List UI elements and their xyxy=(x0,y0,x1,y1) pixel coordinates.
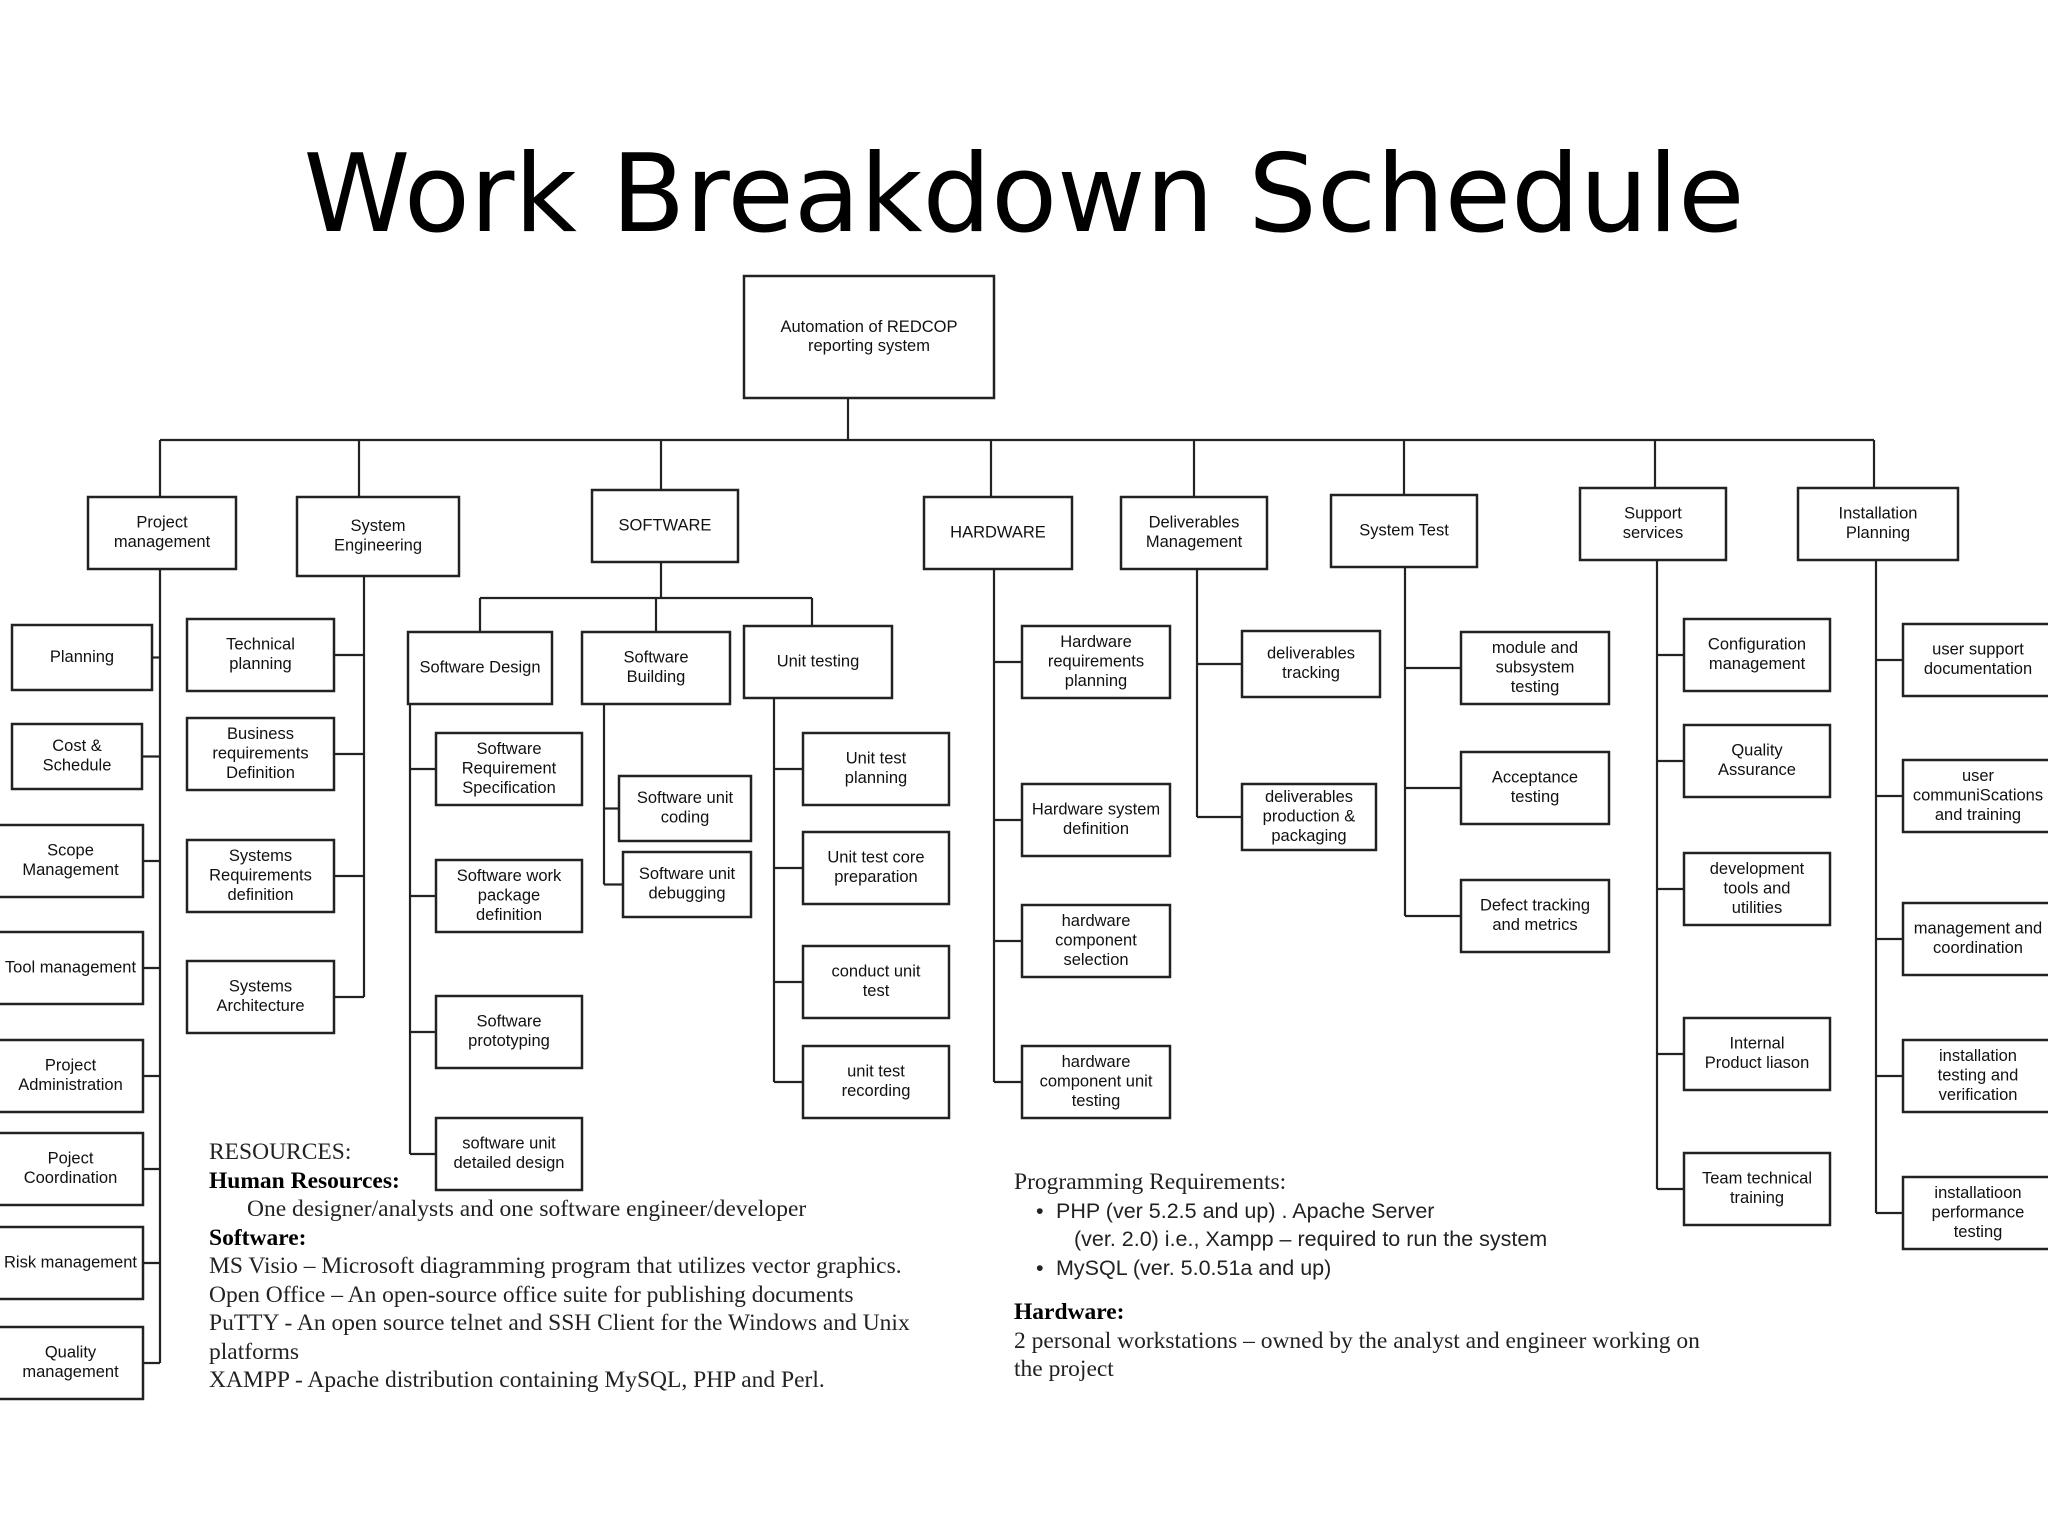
svg-text:Definition: Definition xyxy=(226,763,295,782)
svg-text:preparation: preparation xyxy=(834,868,918,887)
svg-text:Specification: Specification xyxy=(462,778,556,797)
wbs-task-unit-test-core-preparation xyxy=(803,832,949,904)
svg-text:hardware: hardware xyxy=(1061,911,1131,930)
svg-text:test: test xyxy=(862,982,890,1001)
wbs-task-software-work-package-definition xyxy=(436,860,582,932)
software-item: MS Visio – Microsoft diagramming program that utilizes vector graphics. xyxy=(209,1253,902,1279)
svg-text:Planning: Planning xyxy=(1845,524,1911,543)
svg-text:planning: planning xyxy=(844,769,908,788)
wbs-task-management-and-coordination xyxy=(1903,903,2048,975)
svg-text:testing: testing xyxy=(1510,677,1560,696)
svg-text:Systems: Systems xyxy=(228,977,293,996)
svg-text:requirements: requirements xyxy=(1047,652,1145,671)
wbs-task-internal-product-liason xyxy=(1684,1018,1830,1090)
svg-text:reporting system: reporting system xyxy=(808,336,930,355)
svg-text:coordination: coordination xyxy=(1933,939,2023,958)
programming-bullet: • PHP (ver 5.2.5 and up) . Apache Server xyxy=(1014,1197,1714,1226)
wbs-task-quality-management xyxy=(0,1327,143,1399)
programming-bullet: • MySQL (ver. 5.0.51a and up) xyxy=(1014,1254,1714,1283)
hardware-text: 2 personal workstations – owned by the analyst and engineer working on the project xyxy=(1014,1327,1700,1382)
software-item: PuTTY - An open source telnet and SSH Client for the Windows and Unix platforms xyxy=(209,1310,910,1365)
svg-text:definition: definition xyxy=(1062,820,1130,839)
svg-text:Configuration: Configuration xyxy=(1707,635,1807,654)
wbs-task-project-administration xyxy=(0,1040,143,1112)
svg-text:Product liason: Product liason xyxy=(1704,1054,1810,1073)
wbs-task-installatioon-performance-testing xyxy=(1903,1177,2048,1249)
svg-text:requirements: requirements xyxy=(212,744,309,763)
wbs-task-user-communiscations-and-training xyxy=(1903,760,2048,832)
svg-text:management: management xyxy=(22,1363,119,1382)
svg-text:component: component xyxy=(1055,931,1137,950)
svg-text:Scope: Scope xyxy=(47,841,94,860)
svg-text:Software: Software xyxy=(476,739,542,758)
wbs-task-risk-management xyxy=(0,1227,143,1299)
wbs-task-configuration-management xyxy=(1684,619,1830,691)
svg-text:Planning: Planning xyxy=(49,647,115,666)
wbs-branch-project-management xyxy=(88,497,236,569)
wbs-task-deliverables-production-and-packaging xyxy=(1242,784,1376,850)
svg-text:Project: Project xyxy=(44,1056,97,1075)
svg-text:testing: testing xyxy=(1953,1222,2003,1241)
software-item: XAMPP - Apache distribution containing MySQL, PHP and Perl. xyxy=(209,1367,825,1393)
wbs-branch-system-engineering xyxy=(297,497,459,576)
svg-text:utilities: utilities xyxy=(1731,898,1783,917)
svg-text:planning: planning xyxy=(229,655,292,674)
svg-text:performance: performance xyxy=(1931,1203,2025,1222)
wbs-task-tool-management xyxy=(0,932,143,1004)
wbs-subbranch-software-design xyxy=(408,632,552,704)
svg-text:testing: testing xyxy=(1071,1091,1121,1110)
svg-text:deliverables: deliverables xyxy=(1266,644,1356,663)
wbs-branch-hardware xyxy=(924,497,1072,569)
svg-text:Installation: Installation xyxy=(1838,504,1918,523)
svg-text:tracking: tracking xyxy=(1282,664,1340,683)
svg-text:planning: planning xyxy=(1064,671,1128,690)
svg-text:Business: Business xyxy=(227,724,294,743)
svg-text:and metrics: and metrics xyxy=(1492,916,1578,935)
svg-text:Team technical: Team technical xyxy=(1701,1169,1813,1188)
wbs-task-software-unit-debugging xyxy=(623,852,751,917)
svg-text:Unit test: Unit test xyxy=(845,749,907,768)
wbs-task-installation-testing-and-verification xyxy=(1903,1040,2048,1112)
svg-text:Software: Software xyxy=(476,1012,542,1031)
svg-text:HARDWARE: HARDWARE xyxy=(950,523,1046,542)
wbs-task-deliverables-tracking xyxy=(1242,631,1380,697)
wbs-task-cost-and-schedule xyxy=(12,724,142,789)
wbs-task-hardware-component-selection xyxy=(1022,905,1170,977)
wbs-task-unit-test-recording xyxy=(803,1046,949,1118)
svg-text:Support: Support xyxy=(1624,504,1682,523)
svg-text:training: training xyxy=(1729,1189,1785,1208)
wbs-subbranch-software-building xyxy=(582,632,730,704)
wbs-task-hardware-system-definition xyxy=(1022,784,1170,856)
svg-text:Coordination: Coordination xyxy=(23,1169,118,1188)
wbs-task-module-and-subsystem-testing xyxy=(1461,632,1609,704)
svg-text:Quality: Quality xyxy=(44,1343,97,1362)
svg-text:documentation: documentation xyxy=(1923,660,2033,679)
svg-text:management: management xyxy=(1708,655,1806,674)
svg-text:development: development xyxy=(1709,859,1805,878)
svg-text:System: System xyxy=(350,517,406,536)
svg-text:Building: Building xyxy=(626,668,686,687)
svg-text:Software work: Software work xyxy=(456,866,562,885)
wbs-task-hardware-component-unit-testing xyxy=(1022,1046,1170,1118)
wbs-task-conduct-unit-test xyxy=(803,946,949,1018)
wbs-task-planning xyxy=(12,625,152,690)
svg-text:unit test: unit test xyxy=(847,1062,905,1081)
programming-heading: Programming Requirements: xyxy=(1014,1169,1287,1195)
svg-text:Management: Management xyxy=(1145,533,1243,552)
svg-text:Software unit: Software unit xyxy=(636,789,734,808)
svg-text:tools and: tools and xyxy=(1723,879,1791,898)
svg-text:Deliverables: Deliverables xyxy=(1148,513,1240,532)
svg-text:Poject: Poject xyxy=(47,1149,94,1168)
svg-text:Unit testing: Unit testing xyxy=(776,652,860,671)
svg-text:Tool management: Tool management xyxy=(4,958,137,977)
wbs-root-node xyxy=(744,276,994,398)
wbs-branch-software xyxy=(592,490,738,562)
svg-text:communiScations: communiScations xyxy=(1912,786,2044,805)
svg-text:detailed design: detailed design xyxy=(453,1154,565,1173)
resources-heading: RESOURCES: xyxy=(209,1139,352,1165)
svg-text:Project: Project xyxy=(136,513,188,532)
svg-text:management: management xyxy=(113,533,211,552)
svg-text:definition: definition xyxy=(227,885,294,904)
wbs-task-poject-coordination xyxy=(0,1133,143,1205)
human-resources-text: One designer/analysts and one software engineer/developer xyxy=(247,1196,807,1222)
svg-text:management and: management and xyxy=(1913,919,2043,938)
svg-text:coding: coding xyxy=(660,808,710,827)
svg-text:Technical: Technical xyxy=(226,635,295,654)
slide-title: Work Breakdown Schedule xyxy=(303,132,1745,257)
svg-text:recording: recording xyxy=(841,1082,911,1101)
svg-text:Requirement: Requirement xyxy=(461,759,557,778)
wbs-task-scope-management xyxy=(0,825,143,897)
wbs-task-unit-test-planning xyxy=(803,733,949,805)
svg-text:Management: Management xyxy=(22,861,119,880)
wbs-branch-support-services xyxy=(1580,488,1726,560)
svg-text:Engineering: Engineering xyxy=(333,536,423,555)
svg-text:definition: definition xyxy=(475,905,543,924)
wbs-task-business-requirements-definition xyxy=(187,718,334,790)
wbs-task-software-requirement-specification xyxy=(436,733,582,805)
svg-text:selection: selection xyxy=(1063,950,1129,969)
wbs-task-software-prototyping xyxy=(436,996,582,1068)
svg-text:Systems: Systems xyxy=(228,846,293,865)
svg-text:component unit: component unit xyxy=(1039,1072,1153,1091)
programming-bullet-continuation: (ver. 2.0) i.e., Xampp – required to run the system xyxy=(1074,1227,1548,1251)
svg-text:Assurance: Assurance xyxy=(1718,761,1796,780)
svg-text:user: user xyxy=(1961,766,1995,785)
svg-text:services: services xyxy=(1622,524,1684,543)
svg-text:subsystem: subsystem xyxy=(1495,658,1575,677)
svg-text:packaging: packaging xyxy=(1271,826,1347,845)
svg-text:Software: Software xyxy=(623,648,689,667)
svg-text:verification: verification xyxy=(1938,1085,2018,1104)
svg-text:SOFTWARE: SOFTWARE xyxy=(618,516,712,535)
wbs-task-systems-architecture xyxy=(187,961,334,1033)
wbs-task-systems-requirements-definition xyxy=(187,840,334,912)
svg-text:Schedule: Schedule xyxy=(42,756,112,775)
svg-text:Administration: Administration xyxy=(18,1076,123,1095)
svg-text:conduct unit: conduct unit xyxy=(831,962,921,981)
svg-text:Defect tracking: Defect tracking xyxy=(1479,896,1591,915)
wbs-task-development-tools-and-utilities xyxy=(1684,853,1830,925)
svg-text:Risk management: Risk management xyxy=(4,1253,137,1272)
svg-text:user support: user support xyxy=(1932,640,2024,659)
svg-text:software unit: software unit xyxy=(462,1134,556,1153)
svg-text:Hardware system: Hardware system xyxy=(1031,800,1161,819)
wbs-branch-system-test xyxy=(1331,495,1477,567)
svg-text:testing: testing xyxy=(1510,788,1560,807)
wbs-task-hardware-requirements-planning xyxy=(1022,626,1170,698)
human-resources-label: Human Resources: xyxy=(209,1167,400,1194)
software-label: Software: xyxy=(209,1224,307,1251)
svg-text:Hardware: Hardware xyxy=(1060,632,1132,651)
hardware-label: Hardware: xyxy=(1014,1299,1125,1325)
wbs-task-software-unit-coding xyxy=(619,776,751,841)
svg-text:System Test: System Test xyxy=(1359,521,1449,540)
svg-text:production &: production & xyxy=(1262,807,1356,826)
svg-text:and training: and training xyxy=(1934,805,2022,824)
wbs-task-acceptance-testing xyxy=(1461,752,1609,824)
wbs-task-technical-planning xyxy=(187,619,334,691)
svg-text:Internal: Internal xyxy=(1729,1034,1785,1053)
svg-text:module and: module and xyxy=(1491,638,1579,657)
wbs-task-user-support-documentation xyxy=(1903,624,2048,696)
svg-text:testing and: testing and xyxy=(1937,1066,2019,1085)
svg-text:Requirements: Requirements xyxy=(209,866,312,885)
svg-text:deliverables: deliverables xyxy=(1264,787,1354,806)
svg-text:installation: installation xyxy=(1939,1046,2017,1065)
software-item: Open Office – An open-source office suite for publishing documents xyxy=(209,1281,854,1308)
svg-text:Automation of REDCOP: Automation of REDCOP xyxy=(780,317,958,336)
svg-text:Quality: Quality xyxy=(1731,741,1783,760)
svg-text:Cost &: Cost & xyxy=(52,737,102,756)
svg-text:prototyping: prototyping xyxy=(468,1032,550,1051)
wbs-task-defect-tracking-and-metrics xyxy=(1461,880,1609,952)
svg-text:Architecture: Architecture xyxy=(216,997,305,1016)
svg-text:installatioon: installatioon xyxy=(1934,1183,2022,1202)
svg-text:Acceptance: Acceptance xyxy=(1491,768,1579,787)
svg-text:Software unit: Software unit xyxy=(638,865,736,884)
svg-text:Software Design: Software Design xyxy=(419,658,541,677)
svg-text:package: package xyxy=(477,886,541,905)
resources-section xyxy=(209,1138,929,1395)
svg-text:hardware: hardware xyxy=(1061,1052,1131,1071)
svg-text:debugging: debugging xyxy=(648,884,726,903)
programming-section xyxy=(1014,1168,1714,1384)
svg-text:Unit test core: Unit test core xyxy=(827,848,925,867)
wbs-branch-deliverables-management xyxy=(1121,497,1267,569)
wbs-subbranch-unit-testing xyxy=(744,626,892,698)
wbs-task-quality-assurance xyxy=(1684,725,1830,797)
wbs-branch-installation-planning xyxy=(1798,488,1958,560)
